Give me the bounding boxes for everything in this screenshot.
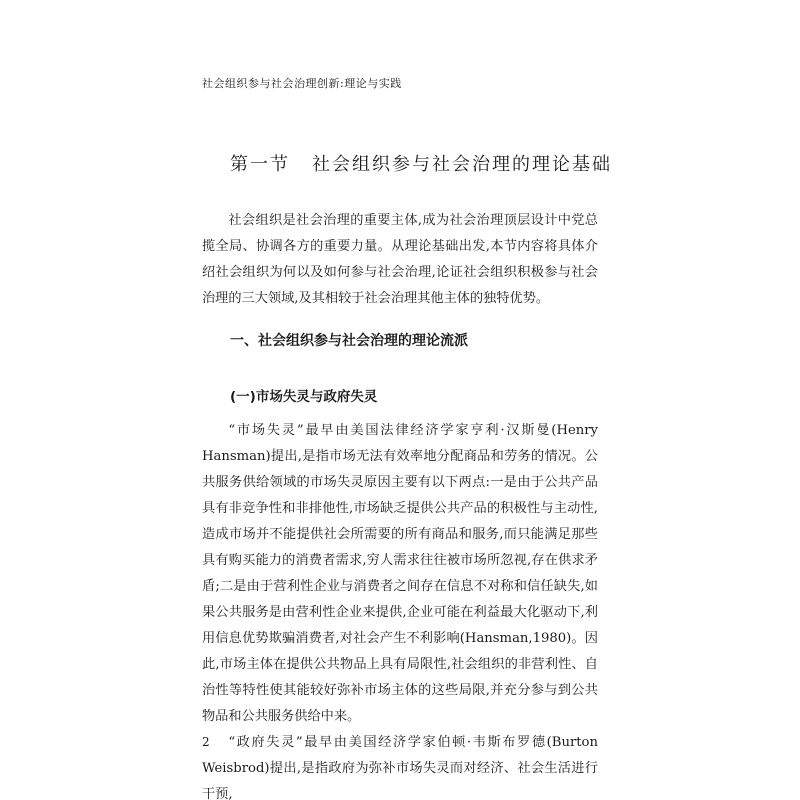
body-text-block: [202, 418, 598, 800]
body-paragraph: “市场失灵”最早由美国法律经济学家亨利·汉斯曼(Henry Hansman)提出,是指市场无法有效率地分配商品和劳务的情况。公共服务供给领域的市场失灵原因主要有以下两点:一是由于公共产品具有非竞争性和非排他性,市场缺乏提供公共产品的积极性与主动性,造成市场并不能提供社会所需要的所有商品和服务,而只能满足那些具有购买能力的消费者需求,穷人需求往往被市场所忽视,存在供求矛盾;二是由于营利性企业与消费者之间存在信息不对称和信任缺失,如果公共服务是由营利性企业来提供,企业可能在利益最大化驱动下,利用信息优势欺骗消费者,对社会产生不利影响(Hansman,1980)。因此,市场主体在提供公共物品上具有局限性,社会组织的非营利性、自治性等特性使其能较好弥补市场主体的这些局限,并充分参与到公共物品和公共服务供给中来。: [202, 423, 598, 724]
chapter-heading-text: 社会组织参与社会治理的理论基础: [312, 154, 612, 175]
section-heading: 一、社会组织参与社会治理的理论流派: [230, 333, 468, 349]
page-number: 2: [202, 735, 210, 749]
subsection-heading: (一)市场失灵与政府失灵: [230, 389, 378, 405]
intro-paragraph-block: [202, 208, 598, 312]
body-paragraph: “政府失灵”最早由美国经济学家伯顿·韦斯布罗德(Burton Weisbrod)提出,是指政府为弥补市场失灵而对经济、社会生活进行干预,: [202, 735, 598, 800]
chapter-title: [230, 150, 612, 176]
intro-paragraph: 社会组织是社会治理的重要主体,成为社会治理顶层设计中党总揽全局、协调各方的重要力量。从理论基础出发,本节内容将具体介绍社会组织为何以及如何参与社会治理,论证社会组织积极参与社会治理的三大领域,及其相较于社会治理其他主体的独特优势。: [202, 213, 598, 306]
chapter-number: 第一节: [230, 154, 290, 175]
running-head: 社会组织参与社会治理创新:理论与实践: [202, 77, 402, 90]
